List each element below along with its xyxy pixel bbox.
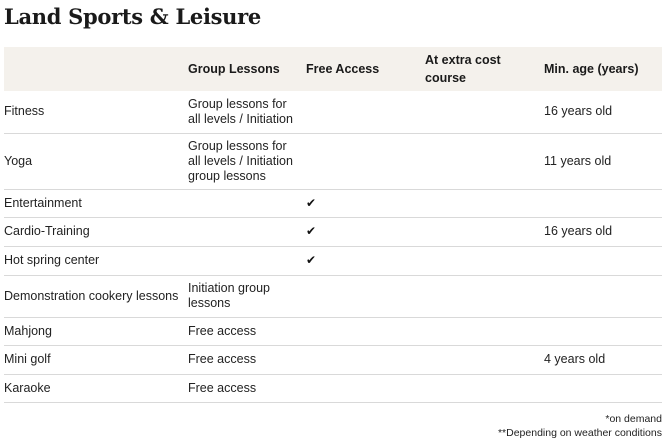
min-age-cell — [540, 374, 662, 402]
activity-name: Cardio-Training — [4, 217, 184, 246]
header-group-lessons: Group Lessons — [188, 62, 280, 76]
page-title: Land Sports & Leisure — [4, 4, 261, 29]
table-header-row — [4, 47, 662, 91]
group-lessons-cell — [184, 246, 302, 275]
table-row — [4, 217, 662, 246]
activity-name: Mini golf — [4, 345, 184, 374]
activity-name: Entertainment — [4, 189, 184, 217]
group-lessons-cell: Free access — [184, 374, 302, 402]
footnote-on-demand: *on demand — [605, 413, 662, 425]
extra-cost-cell — [421, 246, 540, 275]
min-age-cell — [540, 189, 662, 217]
extra-cost-cell — [421, 133, 540, 189]
table-row — [4, 317, 662, 345]
free-access-cell — [302, 275, 421, 317]
footnote-weather: **Depending on weather conditions — [497, 427, 662, 439]
activity-name: Fitness — [4, 91, 184, 133]
free-access-cell — [302, 189, 421, 217]
free-access-cell — [302, 374, 421, 402]
group-lessons-cell: Free access — [184, 345, 302, 374]
group-lessons-cell: Initiation group lessons — [184, 275, 302, 317]
extra-cost-cell — [421, 91, 540, 133]
extra-cost-cell — [421, 189, 540, 217]
extra-cost-cell — [421, 374, 540, 402]
extra-cost-cell — [421, 317, 540, 345]
table-row — [4, 275, 662, 317]
header-activity — [4, 47, 184, 91]
group-lessons-cell — [184, 217, 302, 246]
min-age-cell — [540, 275, 662, 317]
header-free-access: Free Access — [306, 62, 380, 76]
table-row — [4, 246, 662, 275]
group-lessons-cell — [184, 189, 302, 217]
checkmark-icon: ✔ — [306, 195, 317, 210]
extra-cost-cell — [421, 345, 540, 374]
table-row — [4, 133, 662, 189]
activities-table — [4, 47, 662, 403]
table-row — [4, 345, 662, 374]
table-row — [4, 91, 662, 133]
min-age-cell — [540, 317, 662, 345]
free-access-cell — [302, 345, 421, 374]
table-row — [4, 189, 662, 217]
table-row — [4, 374, 662, 402]
free-access-cell — [302, 133, 421, 189]
extra-cost-cell — [421, 217, 540, 246]
activity-name: Yoga — [4, 133, 184, 189]
group-lessons-cell: Group lessons for all levels / Initiation — [184, 91, 302, 133]
header-extra-cost: At extra cost course — [425, 53, 501, 85]
free-access-cell — [302, 217, 421, 246]
free-access-cell — [302, 246, 421, 275]
checkmark-icon: ✔ — [306, 253, 317, 267]
min-age-cell: 11 years old — [540, 133, 662, 189]
min-age-cell — [540, 246, 662, 275]
activity-name: Hot spring center — [4, 246, 184, 275]
group-lessons-cell: Group lessons for all levels / Initiation group lessons — [184, 133, 302, 189]
activity-name: Karaoke — [4, 374, 184, 402]
free-access-cell — [302, 317, 421, 345]
group-lessons-cell: Free access — [184, 317, 302, 345]
activity-name: Demonstration cookery lessons — [4, 275, 184, 317]
activity-name: Mahjong — [4, 317, 184, 345]
extra-cost-cell — [421, 275, 540, 317]
min-age-cell: 16 years old — [540, 217, 662, 246]
header-min-age: Min. age (years) — [544, 62, 639, 76]
checkmark-icon: ✔ — [306, 224, 317, 238]
free-access-cell — [302, 91, 421, 133]
min-age-cell: 4 years old — [540, 345, 662, 374]
min-age-cell: 16 years old — [540, 91, 662, 133]
footnotes — [498, 412, 662, 440]
